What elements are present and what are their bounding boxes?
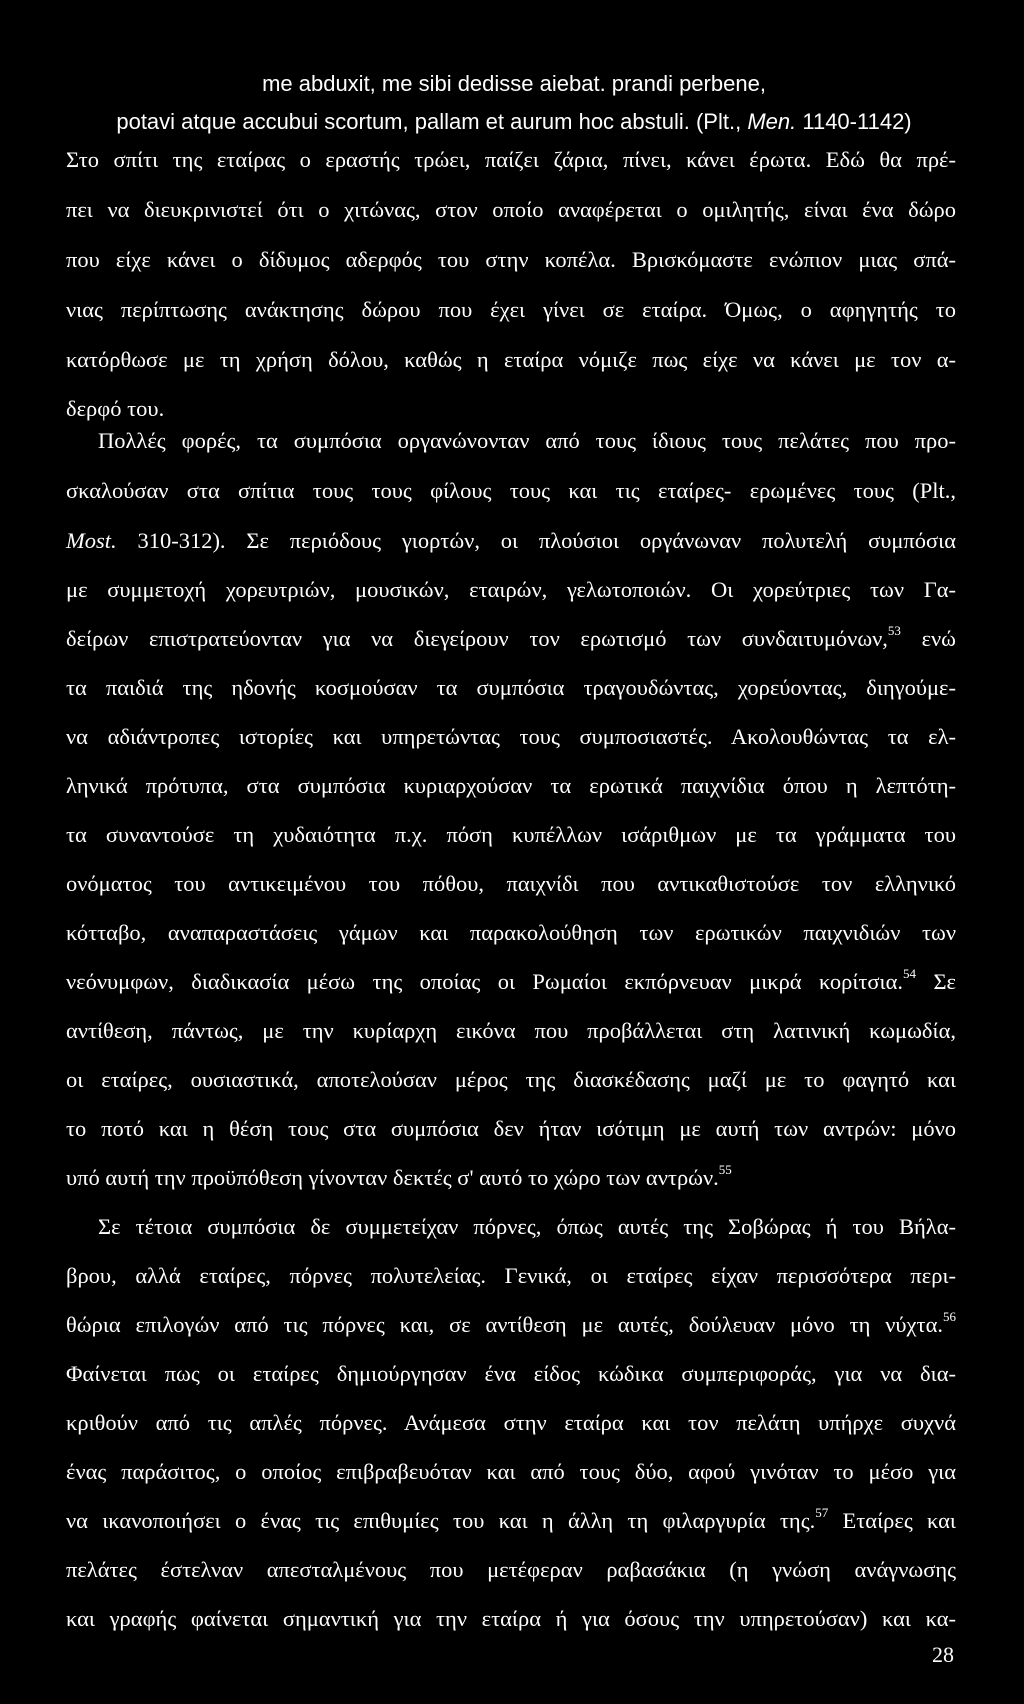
paragraph-3-line: και γραφής φαίνεται σημαντική για την εταίρα ή για όσους την υπηρετούσαν) και κα-: [66, 1606, 956, 1631]
paragraph-1-line: πει να διευκρινιστεί ότι ο χιτώνας, στον οποίο αναφέρεται ο ομιλητής, είναι ένα δώρο: [66, 197, 956, 222]
paragraph-2-line: [66, 1163, 956, 1193]
footnote-marker: 55: [718, 1162, 732, 1177]
paragraph-2-line: σκαλούσαν στα σπίτια τους τους φίλους τους και τις εταίρες- ερωμένες τους (Plt.,: [66, 478, 956, 503]
page-number: 28: [932, 1642, 954, 1667]
paragraph-2-line: [66, 526, 956, 556]
paragraph-2-line: [66, 967, 956, 997]
paragraph-3-line: κριθούν από τις απλές πόρνες. Ανάμεσα στην εταίρα και τον πελάτη υπήρχε συχνά: [66, 1410, 956, 1435]
paragraph-1-line: που είχε κάνει ο δίδυμος αδερφός του στην κοπέλα. Βρισκόμαστε ενώπιον μιας σπά-: [66, 247, 956, 272]
line-text: υπό αυτή την προϋπόθεση γίνονταν δεκτές σ' αυτό το χώρο των αντρών.: [66, 1165, 719, 1190]
paragraph-1-line: Στο σπίτι της εταίρας ο εραστής τρώει, παίζει ζάρια, πίνει, κάνει έρωτα. Εδώ θα πρέ-: [66, 147, 956, 172]
paragraph-2-line: οι εταίρες, ουσιαστικά, αποτελούσαν μέρος της διασκέδασης μαζί με το φαγητό και: [66, 1067, 956, 1092]
paragraph-3-line: Σε τέτοια συμπόσια δε συμμετείχαν πόρνες, όπως αυτές της Σοβώρας ή του Βήλα-: [98, 1214, 956, 1239]
paragraph-3-line: Φαίνεται πως οι εταίρες δημιούργησαν ένα είδος κώδικα συμπεριφοράς, για να δια-: [66, 1361, 956, 1386]
footnote-marker: 57: [815, 1505, 829, 1520]
paragraph-2-line: ονόματος του αντικειμένου του πόθου, παιχνίδι που αντικαθιστούσε τον ελληνικό: [66, 871, 956, 896]
line-text: ενώ: [900, 626, 956, 651]
line-text: να ικανοποιήσει ο ένας τις επιθυμίες του και η άλλη τη φιλαργυρία της.: [66, 1508, 816, 1533]
work-title: Most.: [66, 528, 117, 553]
paragraph-1-line: νιας περίπτωσης ανάκτησης δώρου που έχει γίνει σε εταίρα. Όμως, ο αφηγητής το: [66, 297, 956, 322]
latin-quote-line-1: me abduxit, me sibi dedisse aiebat. prandi perbene,: [262, 71, 766, 96]
paragraph-2-line: με συμμετοχή χορευτριών, μουσικών, εταιρών, γελωτοποιών. Οι χορεύτριες των Γα-: [66, 577, 956, 602]
paragraph-3-line: βρου, αλλά εταίρες, πόρνες πολυτελείας. Γενικά, οι εταίρες είχαν περισσότερα περι-: [66, 1263, 956, 1288]
line-text: νεόνυμφων, διαδικασία μέσω της οποίας οι Ρωμαίοι εκπόρνευαν μικρά κορίτσια.: [66, 969, 904, 994]
quote-citation: 1140-1142): [796, 109, 912, 134]
paragraph-3-line: ένας παράσιτος, ο οποίος επιβραβευόταν και από τους δύο, αφού γινόταν το μέσο για: [66, 1459, 956, 1484]
work-title: Men.: [747, 109, 797, 134]
line-text: Εταίρες και: [828, 1508, 956, 1533]
line-text: Σε: [916, 969, 956, 994]
footnote-marker: 53: [887, 623, 901, 638]
footnote-marker: 56: [943, 1309, 956, 1324]
paragraph-2-line: τα συναντούσε τη χυδαιότητα π.χ. πόση κυπέλλων ισάριθμων με τα γράμματα του: [66, 822, 956, 847]
paragraph-2-line: τα παιδιά της ηδονής κοσμούσαν τα συμπόσια τραγουδώντας, χορεύοντας, διηγούμε-: [66, 675, 956, 700]
line-text: δείρων επιστρατεύονταν για να διεγείρουν τον ερωτισμό των συνδαιτυμόνων,: [66, 626, 888, 651]
latin-quote-line-2: [64, 110, 964, 134]
paragraph-3-line: [66, 1310, 956, 1340]
paragraph-1-line: δερφό του.: [66, 396, 165, 421]
line-text: θώρια επιλογών από τις πόρνες και, σε αντίθεση με αυτές, δούλευαν μόνο τη νύχτα.: [66, 1312, 943, 1337]
paragraph-2-line: το ποτό και η θέση τους στα συμπόσια δεν ήταν ισότιμη με αυτή των αντρών: μόνο: [66, 1116, 956, 1141]
paragraph-3-line: [66, 1506, 956, 1536]
paragraph-2-line: ληνικά πρότυπα, στα συμπόσια κυριαρχούσαν τα ερωτικά παιχνίδια όπου η λεπτότη-: [66, 773, 956, 798]
paragraph-1-line: κατόρθωσε με τη χρήση δόλου, καθώς η εταίρα νόμιζε πως είχε να κάνει με τον α-: [66, 347, 956, 372]
paragraph-2-line: να αδιάντροπες ιστορίες και υπηρετώντας τους συμποσιαστές. Ακολουθώντας τα ελ-: [66, 724, 956, 749]
paragraph-2-line: [66, 624, 956, 654]
line-text: 310-312). Σε περιόδους γιορτών, οι πλούσιοι οργάνωναν πολυτελή συμπόσια: [116, 528, 956, 553]
paragraph-2-line: κότταβο, αναπαραστάσεις γάμων και παρακολούθηση των ερωτικών παιχνιδιών των: [66, 920, 956, 945]
paragraph-2-line: Πολλές φορές, τα συμπόσια οργανώνονταν από τους ίδιους τους πελάτες που προ-: [98, 428, 956, 453]
quote-text: potavi atque accubui scortum, pallam et aurum hoc abstuli. (Plt.,: [116, 109, 748, 134]
paragraph-3-line: πελάτες έστελναν απεσταλμένους που μετέφεραν ραβασάκια (η γνώση ανάγνωσης: [66, 1557, 956, 1582]
footnote-marker: 54: [903, 966, 917, 981]
paragraph-2-line: αντίθεση, πάντως, με την κυρίαρχη εικόνα που προβάλλεται στη λατινική κωμωδία,: [66, 1018, 956, 1043]
